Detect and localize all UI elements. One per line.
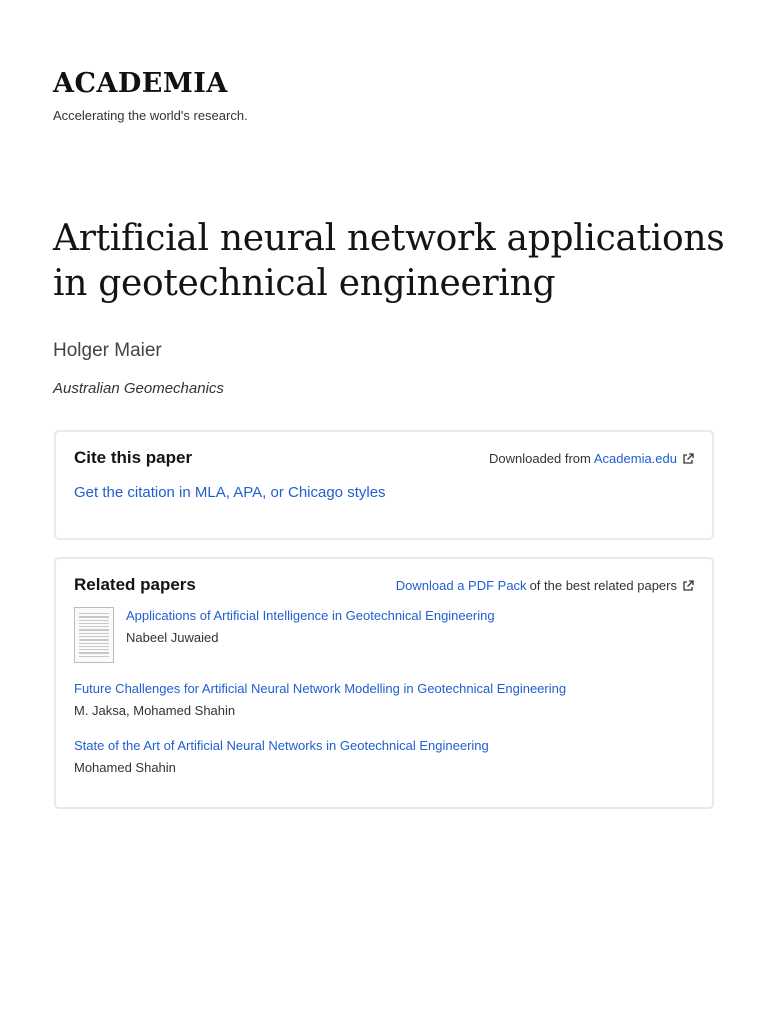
get-citation-link[interactable]: Get the citation in MLA, APA, or Chicago styles [74, 484, 386, 501]
paper-thumbnail[interactable] [74, 607, 114, 663]
list-item [74, 607, 694, 663]
pdf-pack-line [396, 578, 694, 593]
related-papers-card [54, 557, 714, 809]
downloaded-from [489, 451, 694, 466]
academia-logo[interactable]: ACADEMIA [53, 68, 228, 99]
related-paper-authors: Nabeel Juwaied [126, 630, 219, 645]
related-paper-title[interactable]: State of the Art of Artificial Neural Networks in Geotechnical Engineering [74, 738, 489, 753]
related-papers-title: Related papers [74, 575, 196, 594]
tagline: Accelerating the world's research. [53, 108, 248, 123]
external-link-icon[interactable] [682, 453, 694, 465]
pdf-pack-suffix: of the best related papers [529, 578, 677, 593]
cite-card-title: Cite this paper [74, 448, 193, 467]
related-papers-list [74, 607, 694, 777]
academia-edu-link[interactable]: Academia.edu [593, 451, 677, 466]
related-paper-title[interactable]: Future Challenges for Artificial Neural Network Modelling in Geotechnical Engineering [74, 681, 567, 696]
list-item [74, 680, 694, 720]
paper-venue: Australian Geomechanics [53, 380, 224, 397]
related-paper-authors: M. Jaksa, Mohamed Shahin [74, 703, 236, 718]
header-brand [53, 68, 248, 123]
download-pdf-pack-link[interactable]: Download a PDF Pack [395, 578, 527, 593]
related-paper-title[interactable]: Applications of Artificial Intelligence in Geotechnical Engineering [126, 608, 495, 623]
cite-card [54, 430, 714, 540]
related-paper-authors: Mohamed Shahin [74, 760, 176, 775]
paper-author: Holger Maier [53, 340, 162, 361]
paper-title: Artificial neural network applications in geotechnical engineering [53, 218, 725, 304]
external-link-icon[interactable] [682, 580, 694, 592]
downloaded-prefix: Downloaded from [488, 451, 591, 466]
list-item [74, 737, 694, 777]
